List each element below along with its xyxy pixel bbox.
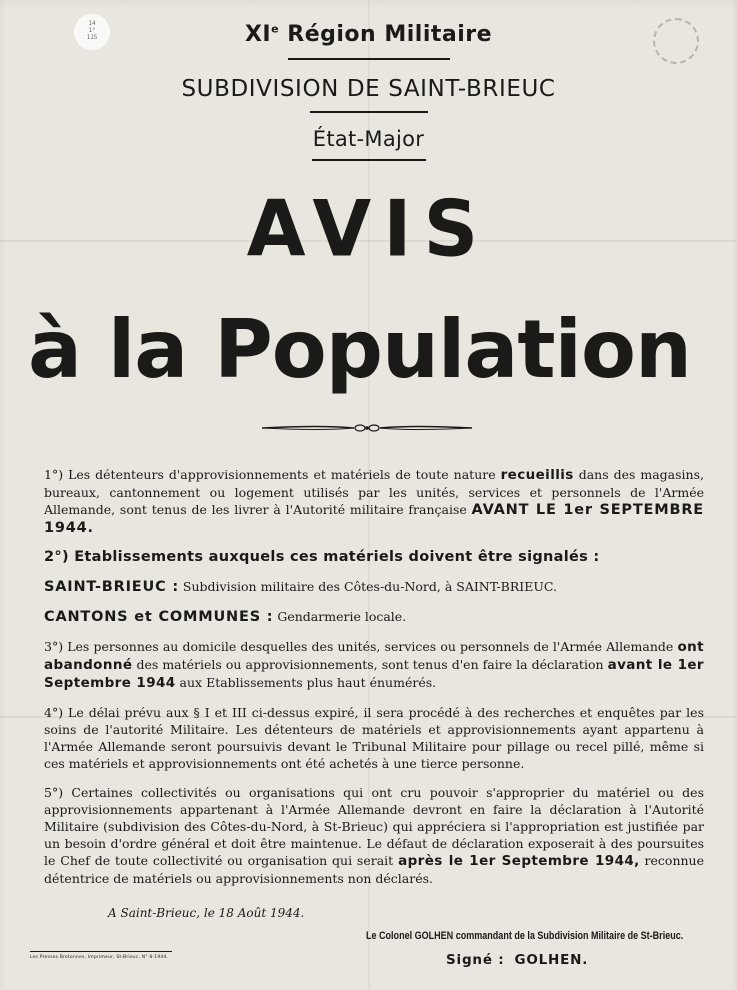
title-avis: AVIS: [246, 183, 491, 274]
printer-imprint: Les Presses Bretonnes, Imprimeur, St-Brieuc, N° 8-1944.: [30, 955, 169, 960]
header-rule: [310, 111, 428, 113]
establishment-cantons: CANTONS et COMMUNES : Gendarmerie locale.: [44, 609, 407, 625]
title-population: à la Population: [28, 303, 691, 396]
header-rule: [312, 159, 426, 161]
region-heading: XIe Région Militaire: [244, 22, 493, 47]
place-and-date: A Saint-Brieuc, le 18 Août 1944.: [108, 906, 305, 920]
article-4: 4°) Le délai prévu aux § I et III ci-dessus expiré, il sera procédé à des recherches et enquêtes par les soins de l'autorité Militaire. Les détenteurs de matériels et approvisionnements ayant appartenu à l'Armée Allemande seront poursuivis devant le Tribunal Militaire pour pillage ou recel pillé, même si ces matériels et approvisionnements ont été achetés à une tierce personne.: [44, 705, 704, 771]
article-2-heading: 2°) Etablissements auxquels ces matériels doivent être signalés :: [44, 549, 600, 565]
article-1: 1°) Les détenteurs d'approvisionnements et matériels de toute nature recueillis dans des magasins, bureaux, cantonnement ou logement utilisés par les unités, services et personnels de l'Armée Allemande, sont tenus de les livrer à l'Autorité militaire française AVANT LE 1er SEPTEMBRE 1944.: [44, 467, 704, 536]
subdivision-heading: SUBDIVISION DE SAINT-BRIEUC: [181, 76, 556, 102]
article-5: 5°) Certaines collectivités ou organisations qui ont cru pouvoir s'approprier du matériel ou des approvisionnements appartenant à l'Armée Allemande devront en faire la déclaration à l'Autorité Militaire (subdivision des Côtes-du-Nord, à St-Brieuc) qui appréciera si l'appropriation est justifiée par un besoin d'ordre général et doit être maintenue. Le défaut de déclaration exposerait à des poursuites le Chef de toute collectivité ou organisation qui serait après le 1er Septembre 1944, reconnue détentrice de matériels ou approvisionnements non déclarés.: [44, 785, 705, 886]
header-rule: [288, 58, 450, 60]
signatory-title: Le Colonel GOLHEN commandant de la Subdivision Militaire de St-Brieuc.: [366, 930, 684, 942]
article-3: 3°) Les personnes au domicile desquelles des unités, services ou personnels de l'Armée Allemande ont abandonné des matériels ou approvisionnements, sont tenus d'en faire la déclaration avant le 1er Septembre 1944 aux Etablissements plus haut énumérés.: [44, 639, 704, 691]
etat-major-heading: État-Major: [312, 127, 425, 151]
printer-rule: [30, 951, 172, 952]
ornament-divider: [262, 422, 472, 434]
signature: Signé : GOLHEN.: [446, 952, 589, 968]
archive-stamp-label: 14 1° 115: [74, 14, 110, 50]
notice-body: [44, 466, 704, 899]
establishment-saint-brieuc: SAINT-BRIEUC : Subdivision militaire des Côtes-du-Nord, à SAINT-BRIEUC.: [44, 579, 557, 595]
